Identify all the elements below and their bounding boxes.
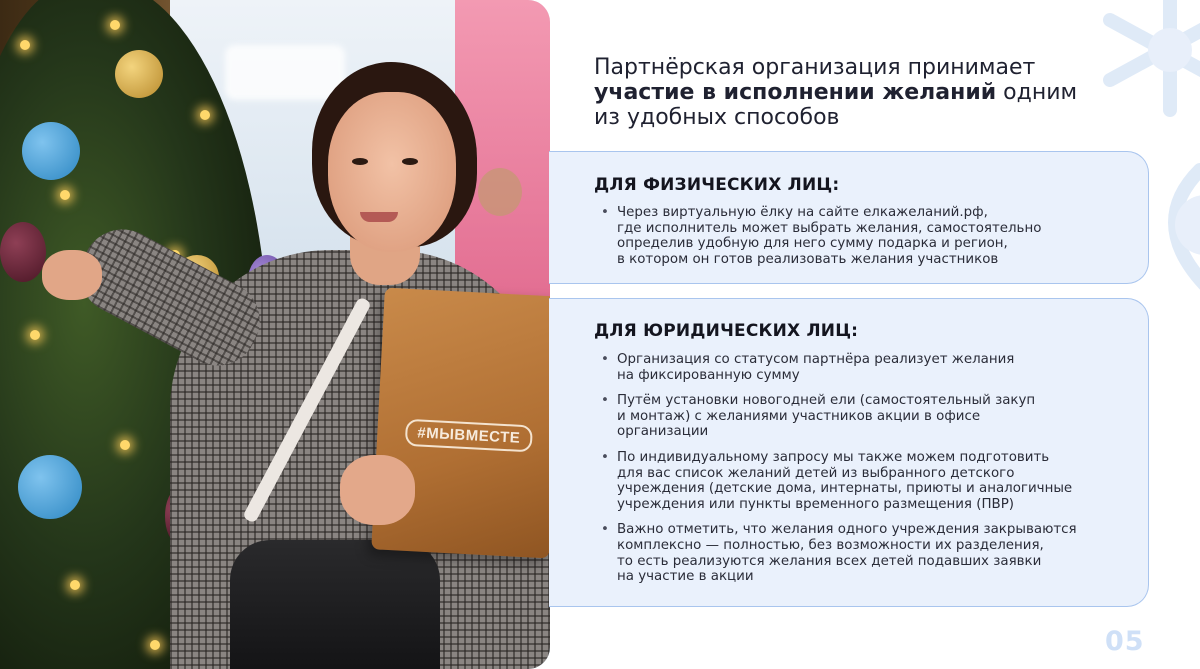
ornament	[22, 122, 80, 180]
list-item-text: Через виртуальную ёлку на сайте елкажеланий.рф, где исполнитель может выбрать желания, самостоятельно определив удобную для него сумму подарка и регион, в котором он готов реализовать желания участников	[617, 205, 1042, 267]
title-line-1: Партнёрская организация принимает	[594, 55, 1036, 80]
list-item-text: По индивидуальному запросу мы также можем подготовить для вас список желаний детей из выбранного детского учреждения (детские дома, интернаты, приюты и аналогичные учреждения или пункты временного размещения (ПВР)	[617, 449, 1073, 512]
card-legal-entities	[549, 298, 1149, 607]
person-eye	[352, 158, 368, 165]
title-bold: участие в исполнении желаний	[594, 80, 997, 105]
list-item-text: Важно отметить, что желания одного учреждения закрываются комплексно — полностью, без возможности их разделения, то есть реализуются желания всех детей подавших заявки на участие в акции	[617, 522, 1077, 585]
person-smile	[360, 212, 398, 222]
title-after-bold: одним	[996, 80, 1078, 105]
list-item-text: Организация со статусом партнёра реализует желания на фиксированную сумму	[617, 352, 1015, 383]
tree-light	[110, 20, 120, 30]
bullet: •	[601, 393, 609, 409]
ornament	[18, 455, 82, 519]
title-line-3: из удобных способов	[594, 105, 840, 130]
card-title: ДЛЯ ФИЗИЧЕСКИХ ЛИЦ:	[594, 175, 840, 195]
card-list	[597, 205, 1137, 277]
tree-light	[70, 580, 80, 590]
list-item	[597, 393, 1137, 440]
card-individuals	[549, 151, 1149, 284]
bullet: •	[601, 449, 609, 465]
card-list	[597, 352, 1137, 595]
tree-light	[120, 440, 130, 450]
list-item	[597, 522, 1137, 584]
person-hand	[42, 250, 102, 300]
ornament	[0, 222, 46, 282]
person-eye	[402, 158, 418, 165]
tree-light	[60, 190, 70, 200]
tree-light	[150, 640, 160, 650]
photo-window-light	[225, 45, 345, 100]
person-face	[328, 92, 456, 252]
folder-hashtag: #МЫВМЕСТЕ	[405, 419, 533, 453]
bullet: •	[601, 352, 609, 367]
shoulder-bag	[230, 540, 440, 669]
page-title	[594, 55, 1154, 130]
tree-light	[20, 40, 30, 50]
title-line-2	[594, 80, 1154, 105]
person-hand	[340, 455, 415, 525]
card-title: ДЛЯ ЮРИДИЧЕСКИХ ЛИЦ:	[594, 321, 859, 341]
list-item	[597, 352, 1137, 383]
list-item	[597, 450, 1137, 512]
ornament	[115, 50, 163, 98]
hero-photo	[0, 0, 550, 669]
bullet: •	[601, 205, 609, 220]
tree-light	[200, 110, 210, 120]
list-item	[597, 205, 1137, 267]
bullet: •	[601, 522, 609, 538]
page-number: 05	[1105, 626, 1145, 657]
tree-light	[30, 330, 40, 340]
list-item-text: Путём установки новогодней ели (самостоятельный закуп и монтаж) с желаниями участников акции в офисе организации	[617, 393, 1036, 440]
photo-background-person	[478, 168, 522, 216]
